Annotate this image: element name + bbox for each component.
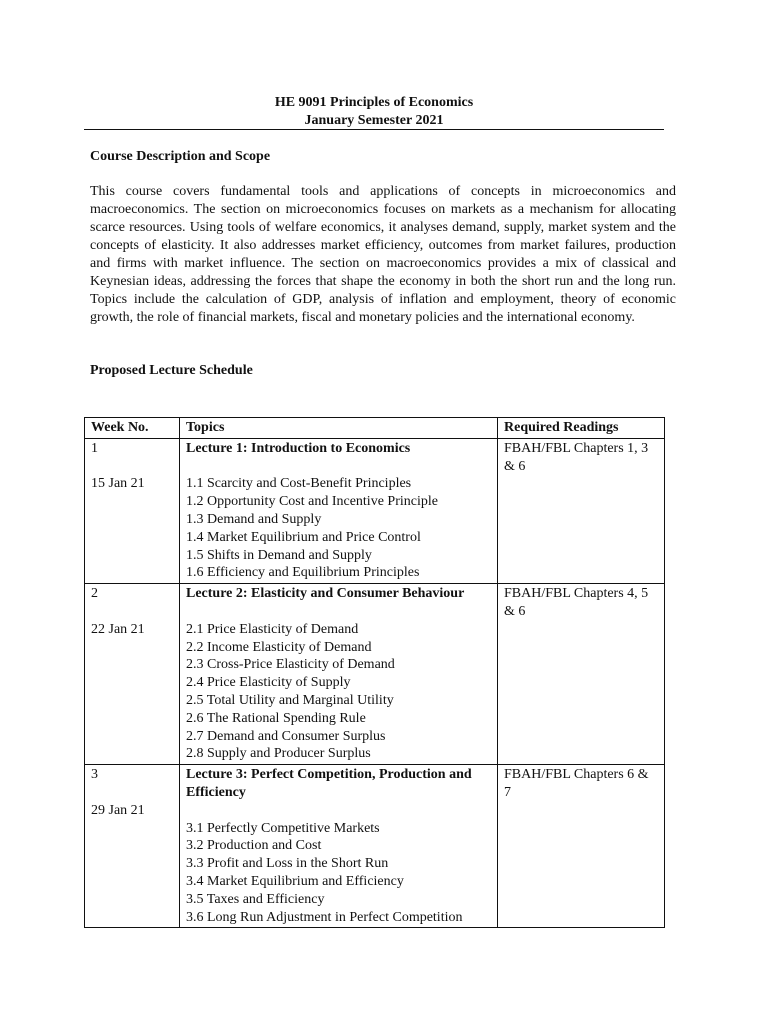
semester-title: January Semester 2021 [304, 113, 444, 128]
topic-item: 1.5 Shifts in Demand and Supply [186, 547, 372, 563]
topic-item: 3.2 Production and Cost [186, 838, 322, 854]
topic-item: 1.6 Efficiency and Equilibrium Principles [186, 565, 420, 581]
lecture-title: Lecture 2: Elasticity and Consumer Behaviour [186, 586, 465, 602]
topic-item: 3.1 Perfectly Competitive Markets [186, 820, 380, 836]
week-cell [85, 765, 180, 928]
readings-cell: FBAH/FBL Chapters 6 & 7 [498, 765, 665, 928]
topic-item: 3.3 Profit and Loss in the Short Run [186, 856, 389, 872]
topic-item: 3.4 Market Equilibrium and Efficiency [186, 873, 404, 889]
week-date: 22 Jan 21 [91, 621, 145, 637]
lecture-title: Lecture 3: Perfect Competition, Production and Efficiency [186, 767, 472, 800]
title-divider [84, 129, 664, 130]
readings-cell: FBAH/FBL Chapters 4, 5 & 6 [498, 584, 665, 765]
topic-item: 1.3 Demand and Supply [186, 511, 322, 527]
week-date: 29 Jan 21 [91, 802, 145, 818]
topic-item: 1.1 Scarcity and Cost-Benefit Principles [186, 476, 412, 492]
column-header-topics: Topics [180, 418, 498, 439]
table-row [85, 765, 665, 928]
lecture-title: Lecture 1: Introduction to Economics [186, 440, 411, 456]
schedule-heading: Proposed Lecture Schedule [90, 363, 253, 378]
table-row [85, 584, 665, 765]
topic-item: 2.5 Total Utility and Marginal Utility [186, 692, 394, 708]
topic-item: 2.4 Price Elasticity of Supply [186, 675, 351, 691]
topics-cell [180, 584, 498, 765]
column-header-week: Week No. [85, 418, 180, 439]
topic-item: 1.2 Opportunity Cost and Incentive Principle [186, 494, 438, 510]
topic-item: 2.7 Demand and Consumer Surplus [186, 728, 386, 744]
topic-item: 3.6 Long Run Adjustment in Perfect Competition [186, 909, 463, 925]
course-title: HE 9091 Principles of Economics [274, 95, 474, 110]
description-heading: Course Description and Scope [90, 149, 271, 164]
topics-cell [180, 438, 498, 583]
topic-item: 2.1 Price Elasticity of Demand [186, 621, 359, 637]
lecture-schedule-table [84, 417, 665, 928]
topic-item: 3.5 Taxes and Efficiency [186, 891, 325, 907]
title-block [84, 94, 664, 130]
week-cell [85, 438, 180, 583]
column-header-readings: Required Readings [498, 418, 665, 439]
topic-item: 2.2 Income Elasticity of Demand [186, 639, 372, 655]
week-cell [85, 584, 180, 765]
topic-item: 2.8 Supply and Producer Surplus [186, 746, 371, 762]
table-row [85, 438, 665, 583]
topic-item: 2.3 Cross-Price Elasticity of Demand [186, 657, 395, 673]
table-header-row [85, 418, 665, 439]
topic-item: 1.4 Market Equilibrium and Price Control [186, 529, 421, 545]
topic-item: 2.6 The Rational Spending Rule [186, 710, 366, 726]
readings-cell: FBAH/FBL Chapters 1, 3 & 6 [498, 438, 665, 583]
week-date: 15 Jan 21 [91, 476, 145, 492]
week-number: 2 [91, 586, 98, 602]
description-paragraph: This course covers fundamental tools and applications of concepts in microeconomics and macroeconomics. The section on microeconomics focuses on markets as a mechanism for allocating scarce resources. Using tools of welfare economics, it analyses demand, supply, market system and the concepts of elasticity. It also addresses market efficiency, outcomes from market failures, production and firms with market influence. The section on macroeconomics provides a mix of classical and Keynesian ideas, addressing the forces that shape the economy in both the short run and the long run. Topics include the calculation of GDP, analysis of inflation and employment, theory of economic growth, the role of financial markets, fiscal and monetary policies and the international economy. [90, 184, 676, 325]
week-number: 3 [91, 767, 98, 783]
topics-cell [180, 765, 498, 928]
week-number: 1 [91, 440, 98, 456]
